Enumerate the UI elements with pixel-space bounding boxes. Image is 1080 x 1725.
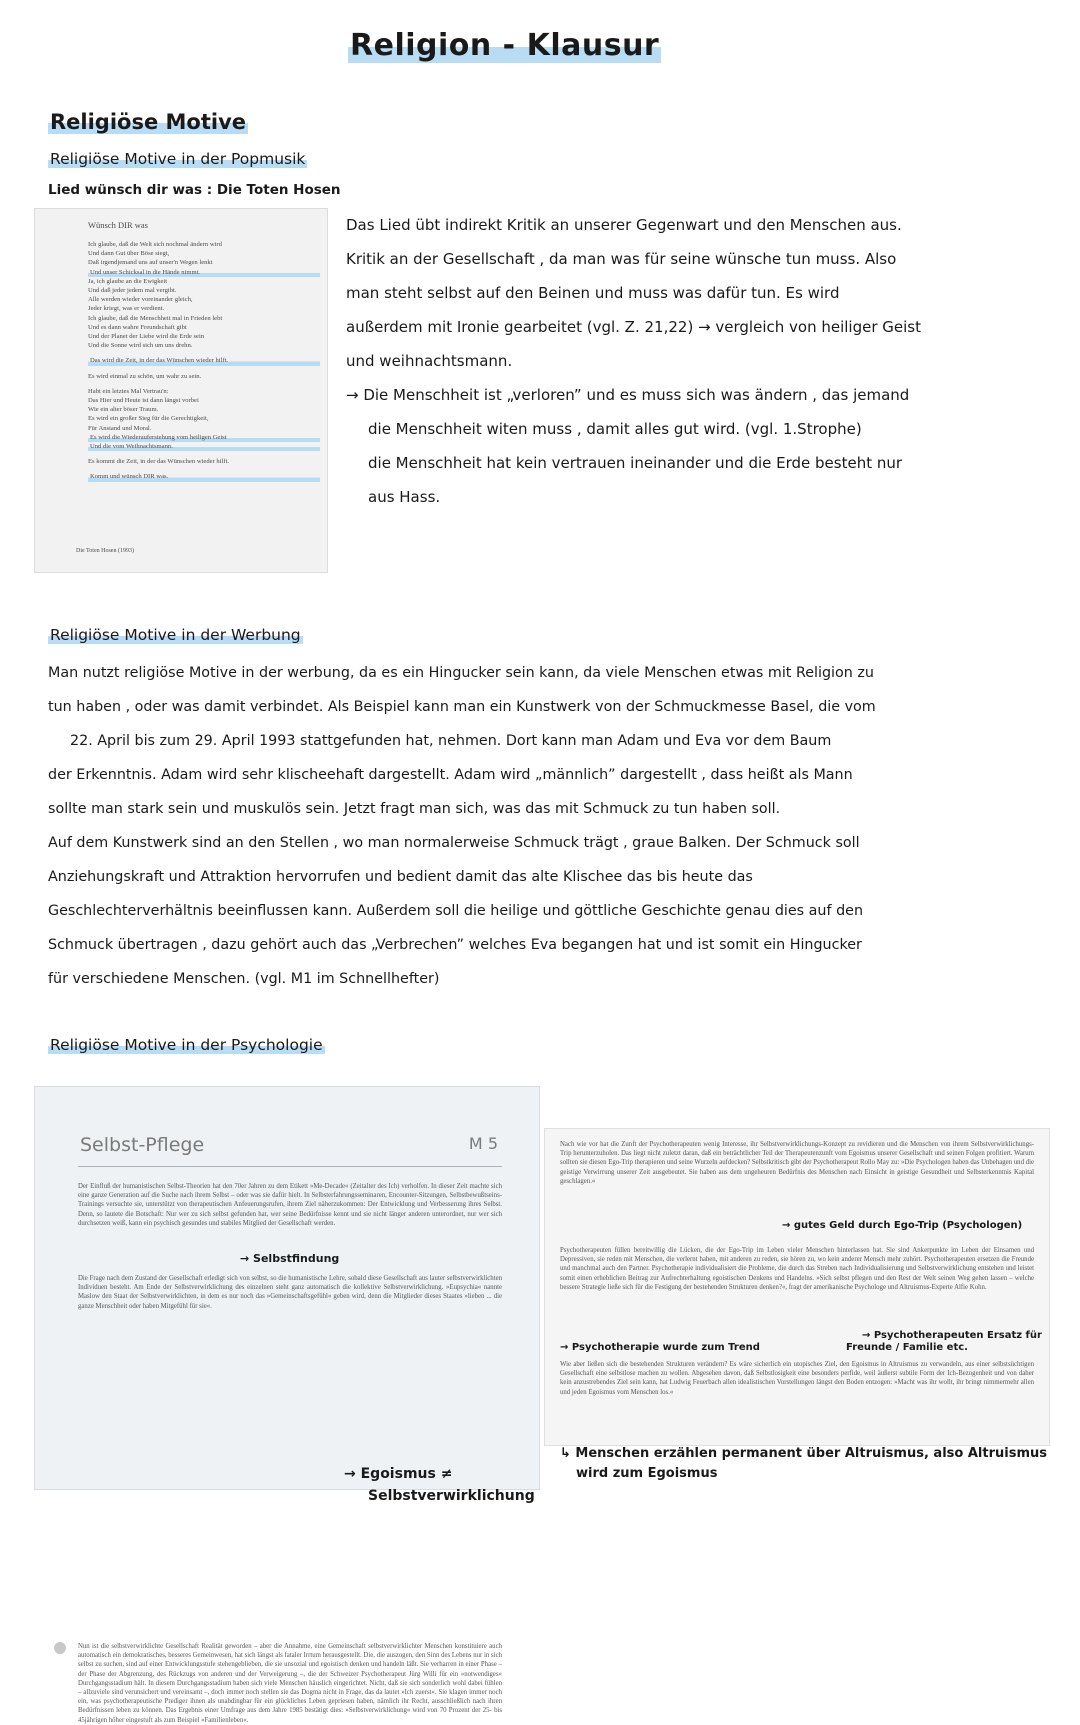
lyric-line: Und daß jeder jedem mal vergibt.: [88, 287, 177, 295]
text-line: Man nutzt religiöse Motive in der werbung, da es ein Hingucker sein kann, da viele Menschen etwas mit Religion zu: [48, 665, 874, 681]
lyric-line: Und die Sonne wird sich um uns drehn.: [88, 342, 193, 350]
lyric-line: Daß irgendjemand uns auf unser'n Wegen lenkt: [88, 259, 213, 267]
text-line: für verschiedene Menschen. (vgl. M1 im Schnellhefter): [48, 971, 440, 987]
divider: [78, 1166, 502, 1167]
werbung-heading: Religiöse Motive in der Werbung: [50, 626, 301, 644]
lyrics-body: [88, 240, 320, 482]
conclusion-note: wird zum Egoismus: [576, 1466, 718, 1481]
lyric-refrain: Es kommt die Zeit, in der das Wünschen wieder hilft.: [88, 458, 230, 466]
worksheet-title: Selbst-Pflege: [80, 1134, 205, 1156]
text-line: Schmuck übertragen , dazu gehört auch das „Verbrechen” welches Eva begangen hat und ist somit ein Hingucker: [48, 937, 862, 953]
lyric-line: Und der Planet der Liebe wird die Erde sein: [88, 333, 205, 341]
note-line: → Die Menschheit ist „verloren” und es muss sich was ändern , das jemand: [346, 386, 910, 404]
handwritten-note: → Egoismus ≠: [344, 1466, 453, 1482]
worksheet-label: M 5: [468, 1134, 498, 1153]
hole-punch: [54, 1642, 66, 1654]
handwritten-note: → Psychotherapeuten Ersatz für: [862, 1330, 1042, 1341]
lyrics-sheet: [34, 208, 328, 573]
lyric-line: Habt ein letztes Mal Vertrau'n:: [88, 387, 169, 395]
note-line: und weihnachtsmann.: [346, 352, 513, 370]
handwritten-note: → gutes Geld durch Ego-Trip (Psychologen): [782, 1220, 1023, 1231]
lyric-refrain: Es wird einmal zu schön, um wahr zu sein.: [88, 372, 202, 380]
text-line: 22. April bis zum 29. April 1993 stattgefunden hat, nehmen. Dort kann man Adam und Eva vor dem Baum: [70, 733, 832, 749]
worksheet-selbst-pflege: [34, 1086, 540, 1724]
text-line: der Erkenntnis. Adam wird sehr klischeehaft dargestellt. Adam wird „männlich” dargestellt , dass heißt als Mann: [48, 767, 853, 783]
lyric-line: Ich glaube, daß die Menschheit mal in Frieden lebt: [88, 314, 223, 322]
lyric-line: Es wird die Wiederauferstehung vom heiligen Geist: [88, 433, 320, 442]
note-line: die Menschheit witen muss , damit alles gut wird. (vgl. 1.Strophe): [368, 420, 862, 438]
handwritten-note: → Selbstfindung: [240, 1252, 340, 1265]
popmusik-heading: Religiöse Motive in der Popmusik: [50, 150, 306, 168]
handwritten-note: Selbstverwirklichung: [368, 1488, 535, 1504]
note-line: die Menschheit hat kein vertrauen ineinander und die Erde besteht nur: [368, 454, 903, 472]
note-line: außerdem mit Ironie gearbeitet (vgl. Z. 21,22) → vergleich von heiliger Geist: [346, 318, 921, 336]
worksheet-paragraph: Die Frage nach dem Zustand der Gesellschaft erledigt sich von selbst, so die humanistische Lehre, sobald diese Gesellschaft aus lauter selbstverwirklichten Individuen besteht. Am Ende der Selbstverwirklichung des einzelnen steht ganz automatisch die kollektive Selbstverwirklichung. »Eupsychia« nannte Maslow den Staat der Selbstverwirklichten, in dem es nur noch das »Gemeinschaftsgefühl« geben wird, denn die Mitglieder dieses Staates »lieben ... die ganze Menschheit oder haben Mitgefühl für sie«.: [78, 1275, 502, 1310]
lyric-line: Jeder kriegt, was er verdient.: [88, 305, 165, 313]
worksheet-paragraph: Der Einfluß der humanistischen Selbst-Theorien hat den 70er Jahren zu dem Etikett »Me-Decade« (Zeitalter des Ich) verholfen. In dieser Zeit machte sich eine ganze Generation auf die Suche nach ihrem Selbst – oder was sie dafür hielt. In Selbsterfahrungsseminaren, Encounter-Sitzungen, Selbstbewußtseins-Trainings versuchte sie, unterstützt von therapeutischen Anfeuerungsrufen, ihrem Ziel näherzukommen: Der Entwicklung und Verbesserung ihres Selbst. Denn, so lautete die Botschaft: Nur wer zu sich selbst gefunden hat, wer seine Bedürfnisse kennt und sie nicht länger anderen unterordnet, nur wer sich durchsetzen weiß, kann ein psychisch gesundes und stabiles Mitglied der Gesellschaft werden.: [78, 1183, 502, 1227]
note-line: man steht selbst auf den Beinen und muss was dafür tun. Es wird: [346, 284, 840, 302]
lyric-line: Und die vom Weihnachtsmann.: [88, 442, 320, 451]
section-heading: Religiöse Motive: [50, 110, 247, 134]
worksheet-paragraph: Psychotherapeuten füllen bereitwillig die Lücken, die der Ego-Trip im Leben vieler Menschen hinterlassen hat. Sie sind Ankerpunkte im Leben der Einsamen und Depressiven, sie reden mit Menschen, die verlernt haben, mit anderen zu reden, sie hören zu, wo kein anderer Mensch mehr zuhört. Psychotherapeuten ersetzen die Freunde und manchmal auch den Partner. Psychotherapie individualisiert die Probleme, die durch das Streben nach Individualisierung und Selbstverwirklichung entstehen und leistet somit einen erheblichen Beitrag zur Aufrechterhaltung egoistischen Denkens und Handelns. »Sich selbst pflegen und den Rest der Welt seinen Weg gehen lassen – welche bessere Strategie ließe sich für die Festigung der bestehenden Strukturen denken?«, fragt der amerikanische Psychologe und Altruismus-Experte Alfie Kohn.: [560, 1247, 1034, 1291]
handwritten-note: Freunde / Familie etc.: [846, 1342, 968, 1353]
note-line: Das Lied übt indirekt Kritik an unserer Gegenwart und den Menschen aus.: [346, 216, 902, 234]
worksheet-paragraph: Wie aber ließen sich die bestehenden Strukturen verändern? Es wäre sicherlich ein utopisches Ziel, den Egoismus in Altruismus zu verwandeln, aus einer selbstsüchtigen Gesellschaft eine selbstlose machen zu wollen. Abgesehen davon, daß Selbstlosigkeit eine besonders perfide, weil äußerst subtile Form der Ich-Bezogenheit und von daher kein anzustrebendes Ziel sein kann, hat Ludwig Feuerbach allen idealistischen Vorstellungen längst den Boden entzogen: »Macht was ihr wollt, ihr bringt nimmermehr allen und jeden Egoismus vom Menschen los.«: [560, 1361, 1034, 1396]
lyric-line: Und dann Gut über Böse siegt,: [88, 250, 170, 258]
lyric-line: Für Anstand und Moral.: [88, 424, 152, 432]
lyrics-source: Die Toten Hosen (1993): [76, 548, 134, 554]
lyric-refrain: Komm und wünsch DIR was.: [88, 472, 320, 481]
popmusik-notes: [346, 208, 921, 514]
lyric-line: Alle werden wieder voreinander gleich,: [88, 296, 193, 304]
text-line: Auf dem Kunstwerk sind an den Stellen , wo man normalerweise Schmuck trägt , graue Balken. Der Schmuck soll: [48, 835, 860, 851]
lyric-line: Ich glaube, daß die Welt sich nochmal ändern wird: [88, 241, 222, 248]
text-line: Anziehungskraft und Attraktion hervorrufen und bedient damit das alte Klischee das bis heute das: [48, 869, 753, 885]
conclusion-note: ↳ Menschen erzählen permanent über Altruismus, also Altruismus: [560, 1446, 1047, 1461]
lyric-line: Es wird ein großer Sieg für die Gerechtigkeit,: [88, 415, 209, 423]
text-line: Geschlechterverhältnis beeinflussen kann. Außerdem soll die heilige und göttliche Geschichte genau dies auf den: [48, 903, 863, 919]
lyric-line: Das Hier und Heute ist dann längst vorbei: [88, 397, 199, 405]
text-line: tun haben , oder was damit verbindet. Als Beispiel kann man ein Kunstwerk von der Schmuckmesse Basel, die vom: [48, 699, 876, 715]
lyric-line: Und es dann wahre Freundschaft gibt: [88, 323, 187, 331]
lyric-refrain: Das wird die Zeit, in der das Wünschen wieder hilft.: [88, 356, 320, 365]
text-line: sollte man stark sein und muskulös sein. Jetzt fragt man sich, was das mit Schmuck zu tun haben soll.: [48, 801, 781, 817]
worksheet-paragraph: Nun ist die selbstverwirklichte Gesellschaft Realität geworden – aber die Annahme, eine Gemeinschaft selbstverwirklichter Menschen konstituiere auch automatisch ein demokratisches, besseres Gemeinwesen, hat sich längst als fataler Irrtum herausgestellt. Die, die auszogen, den Sinn des Lebens nur in sich selbst zu suchen, sind auf einer Entwicklungsstufe stehengeblieben, die sie unsozial und egoistisch denken und handeln läßt. Sie verharren in einer Phase – der Phase der Abgrenzung, des Rückzugs von anderen und der Verweigerung –, die der Schweizer Psychotherapeut Jürg Willi für ein »notwendiges« Durchgangsstadium hält. In diesem Durchgangsstadium haben sich viele Menschen häuslich eingerichtet. Nicht, daß sie sich sonderlich wohl dabei fühlen – allzuviele sind verunsichert und vereinsamt –, doch immer noch stellen sie das Dogma nicht in Frage, das da lautet »Ich zuerst«. Sie klagen immer noch ein, was psychotherapeutische Prediger ihnen als unabdingbar für ein glückliches Leben gepriesen haben, nämlich ihr Recht, ausschließlich nach ihren Bedürfnissen leben zu können. Das Ergebnis einer Umfrage aus dem Jahre 1985 bestätigt dies: »Selbstverwirklichung« wird von 70 Prozent der 25- bis 45jährigen höher eingestuft als zum Beispiel »Familienleben«.: [78, 1643, 502, 1724]
note-line: Kritik an der Gesellschaft , da man was für seine wünsche tun muss. Also: [346, 250, 897, 268]
werbung-text: [48, 656, 876, 996]
lyric-line: Ja, ich glaube an die Ewigkeit: [88, 277, 168, 285]
handwritten-note: → Psychotherapie wurde zum Trend: [560, 1342, 760, 1353]
lyrics-title: Wünsch DIR was: [88, 220, 148, 230]
lyric-line: Wie ein alter böser Traum.: [88, 406, 159, 414]
song-line: Lied wünsch dir was : Die Toten Hosen: [48, 182, 341, 198]
lyric-line: Und unser Schicksal in die Hände nimmt.: [88, 268, 320, 277]
page-title: Religion - Klausur: [350, 28, 660, 63]
worksheet-continuation: [544, 1128, 1050, 1446]
worksheet-paragraph: Nach wie vor hat die Zunft der Psychotherapeuten wenig Interesse, ihr Selbstverwirklichungs-Konzept zu revidieren und die Menschen von ihrem Selbstverwirklichungs-Trip herunterzuholen. Das liegt nicht zuletzt daran, daß ein beträchtlicher Teil der Therapeutenzunft vom Egoismus unserer Gesellschaft und seinen Folgen profitiert. Warum sollten sie diesen Ego-Trip therapieren und seine Wurzeln aufdecken? Selbstkritisch gibt der Psychotherapeut Rollo May zu: »Die Psychologen haben das Unbehagen und die geistige Verwirrung unserer Zeit ausgebeutet. Sie haben aus dem ungeheuren Bedürfnis des Menschen nach Einsicht in geistige Gesundheit und Selbsterkenntnis Kapital geschlagen.«: [560, 1141, 1034, 1185]
psychologie-heading: Religiöse Motive in der Psychologie: [50, 1036, 323, 1054]
note-line: aus Hass.: [368, 488, 441, 506]
